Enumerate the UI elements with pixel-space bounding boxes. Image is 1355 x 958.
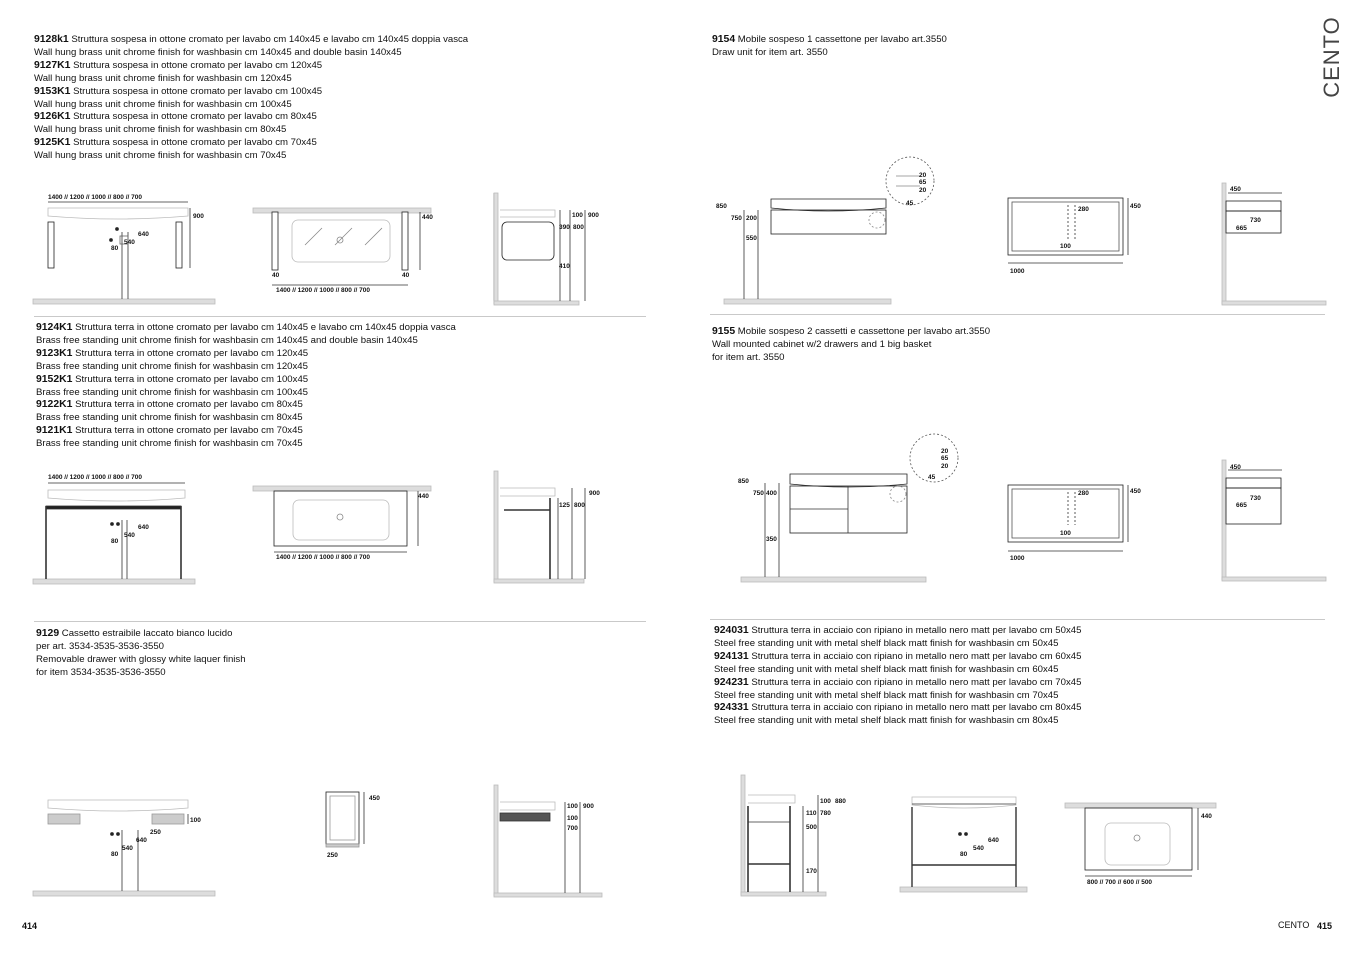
dim-170: 170 xyxy=(806,868,817,875)
dim-280: 280 xyxy=(1078,206,1089,213)
product-code: 9121K1 xyxy=(36,425,73,437)
dimension-labels xyxy=(48,172,1261,886)
product-desc: Removable drawer with glossy white laquer finish xyxy=(36,653,246,665)
product-code: 9124K1 xyxy=(36,322,73,333)
dim-widths: 1400 // 1200 // 1000 // 800 // 700 xyxy=(48,474,142,481)
product-desc-en: Brass free standing unit chrome finish for washbasin cm 70x45 xyxy=(36,438,303,450)
dim-400: 400 xyxy=(766,490,777,497)
product-code: 9152K1 xyxy=(36,373,73,385)
drawing-9124-front xyxy=(33,483,195,584)
dim-450: 450 xyxy=(369,795,380,802)
product-desc-it: Struttura sospesa in ottone cromato per lavabo cm 120x45 xyxy=(73,59,323,71)
product-code: 9128k1 xyxy=(34,34,69,45)
dim-100: 100 xyxy=(1060,530,1071,537)
dim-900: 900 xyxy=(588,212,599,219)
dim-640: 640 xyxy=(988,837,999,844)
product-desc-en: Wall hung brass unit chrome finish for washbasin cm 80x45 xyxy=(34,124,287,136)
dim-540: 540 xyxy=(973,845,984,852)
dim-250: 250 xyxy=(327,852,338,859)
product-desc: Cassetto estraibile laccato bianco lucido xyxy=(61,628,233,639)
product-desc-en: Brass free standing unit chrome finish for washbasin cm 100x45 xyxy=(36,386,308,398)
dim-665: 665 xyxy=(1236,225,1247,232)
dim-80: 80 xyxy=(111,538,119,545)
dim-900: 900 xyxy=(583,803,594,810)
dim-100: 100 xyxy=(572,212,583,219)
product-desc-en: Brass free standing unit chrome finish for washbasin cm 80x45 xyxy=(36,412,303,424)
product-code: 9127K1 xyxy=(34,59,71,71)
dim-65: 65 xyxy=(941,455,949,462)
dim-100: 100 xyxy=(567,803,578,810)
drawing-9154-front xyxy=(724,157,934,304)
product-desc-en: Steel free standing unit with metal shelf black matt finish for washbasin cm 50x45 xyxy=(714,637,1059,649)
dim-125: 125 xyxy=(559,502,570,509)
product-desc: Wall mounted cabinet w/2 drawers and 1 big basket xyxy=(712,338,932,350)
dim-450: 450 xyxy=(1130,203,1141,210)
dim-80: 80 xyxy=(111,245,119,252)
product-desc-en: Steel free standing unit with metal shelf black matt finish for washbasin cm 80x45 xyxy=(714,715,1059,727)
dim-widths: 1400 // 1200 // 1000 // 800 // 700 xyxy=(276,554,370,561)
product-desc: for item 3534-3535-3536-3550 xyxy=(36,666,166,678)
product-desc-it: Struttura sospesa in ottone cromato per lavabo cm 100x45 xyxy=(73,85,323,97)
product-desc-it: Struttura terra in ottone cromato per lavabo cm 100x45 xyxy=(75,373,309,385)
product-desc-it: Struttura terra in acciaio con ripiano in metallo nero matt per lavabo cm 80x45 xyxy=(751,702,1082,714)
drawing-9155-front xyxy=(741,434,958,582)
dim-40: 40 xyxy=(402,272,410,279)
dim-640: 640 xyxy=(136,837,147,844)
product-desc-it: Struttura terra in acciaio con ripiano in metallo nero matt per lavabo cm 70x45 xyxy=(751,676,1082,688)
dim-640: 640 xyxy=(138,231,149,238)
dim-450: 450 xyxy=(1130,488,1141,495)
product-desc-it: Struttura sospesa in ottone cromato per lavabo cm 70x45 xyxy=(73,137,317,149)
product-desc-it: Struttura sospesa in ottone cromato per lavabo cm 80x45 xyxy=(73,111,317,123)
dim-730: 730 xyxy=(1250,495,1261,502)
dim-550: 550 xyxy=(746,235,757,242)
product-desc-en: Wall hung brass unit chrome finish for washbasin cm 120x45 xyxy=(34,72,292,84)
dim-20: 20 xyxy=(941,448,949,455)
drawing-9129-side xyxy=(494,785,602,897)
dim-750: 750 xyxy=(731,215,742,222)
product-desc-en: Brass free standing unit chrome finish for washbasin cm 120x45 xyxy=(36,360,308,372)
dim-440: 440 xyxy=(418,493,429,500)
dim-410: 410 xyxy=(559,263,570,270)
dim-750: 750 xyxy=(753,490,764,497)
product-desc: Mobile sospeso 2 cassetti e cassettone per lavabo art.3550 xyxy=(737,326,991,337)
dim-100: 100 xyxy=(820,798,831,805)
product-desc-en: Wall hung brass unit chrome finish for washbasin cm 140x45 and double basin 140x45 xyxy=(34,46,402,58)
dim-540: 540 xyxy=(124,239,135,246)
dim-780: 780 xyxy=(820,810,831,817)
product-desc-en: Wall hung brass unit chrome finish for washbasin cm 70x45 xyxy=(34,150,287,162)
drawing-924031-front xyxy=(900,797,1027,892)
drawing-924031-plan xyxy=(1065,803,1216,876)
dim-45: 45 xyxy=(906,200,914,207)
dim-900: 900 xyxy=(589,490,600,497)
drawing-9155-plan xyxy=(1008,485,1128,551)
dim-110: 110 xyxy=(806,810,817,817)
product-desc: Draw unit for item art. 3550 xyxy=(712,46,828,58)
dim-1000: 1000 xyxy=(1010,268,1025,275)
dim-20: 20 xyxy=(919,187,927,194)
product-desc: for item art. 3550 xyxy=(712,351,785,363)
product-code: 9122K1 xyxy=(36,399,73,411)
dim-100: 100 xyxy=(190,817,201,824)
product-desc-en: Wall hung brass unit chrome finish for washbasin cm 100x45 xyxy=(34,98,292,110)
product-code: 924231 xyxy=(714,676,749,688)
product-code: 924331 xyxy=(714,702,749,714)
dim-850: 850 xyxy=(738,478,749,485)
dim-280: 280 xyxy=(1078,490,1089,497)
dim-540: 540 xyxy=(122,845,133,852)
dim-1000: 1000 xyxy=(1010,555,1025,562)
dim-730: 730 xyxy=(1250,217,1261,224)
drawing-9128-side xyxy=(494,193,585,305)
dim-80: 80 xyxy=(960,851,968,858)
dim-100: 100 xyxy=(567,815,578,822)
drawing-9129-drawer xyxy=(326,792,364,847)
brand-vertical-text: CENTO xyxy=(1319,16,1344,98)
dim-440: 440 xyxy=(1201,813,1212,820)
footer-brand: CENTO xyxy=(1278,920,1310,930)
product-code: 924031 xyxy=(714,625,749,636)
product-desc-en: Brass free standing unit chrome finish for washbasin cm 140x45 and double basin 140x45 xyxy=(36,334,418,346)
product-code: 9153K1 xyxy=(34,85,71,97)
dim-500: 500 xyxy=(806,824,817,831)
dim-widths: 1400 // 1200 // 1000 // 800 // 700 xyxy=(48,194,142,201)
dim-900: 900 xyxy=(193,213,204,220)
dim-45: 45 xyxy=(928,474,936,481)
dim-540: 540 xyxy=(124,532,135,539)
drawing-9124-plan xyxy=(253,486,431,552)
drawing-924031-side xyxy=(741,775,826,896)
product-desc-en: Steel free standing unit with metal shelf black matt finish for washbasin cm 70x45 xyxy=(714,689,1059,701)
dim-450: 450 xyxy=(1230,464,1241,471)
dim-100: 100 xyxy=(1060,243,1071,250)
dim-850: 850 xyxy=(716,203,727,210)
dim-65: 65 xyxy=(919,179,927,186)
product-desc-it: Struttura terra in ottone cromato per lavabo cm 80x45 xyxy=(75,399,303,411)
dim-widths-small: 800 // 700 // 600 // 500 xyxy=(1087,879,1153,886)
dim-800: 800 xyxy=(574,502,585,509)
dim-390: 390 xyxy=(559,224,570,231)
dim-350: 350 xyxy=(766,536,777,543)
dim-20: 20 xyxy=(919,172,927,179)
drawing-9124-side xyxy=(494,471,585,583)
product-code: 9129 xyxy=(36,628,60,639)
dim-200: 200 xyxy=(746,215,757,222)
page-number-left: 414 xyxy=(22,921,38,931)
product-code: 9123K1 xyxy=(36,347,73,359)
drawing-9128-front xyxy=(33,202,215,304)
product-desc-it: Struttura terra in acciaio con ripiano in metallo nero matt per lavabo cm 50x45 xyxy=(751,625,1082,636)
dim-250: 250 xyxy=(150,829,161,836)
dim-800: 800 xyxy=(573,224,584,231)
product-code: 9155 xyxy=(712,326,736,337)
drawing-9154-plan xyxy=(1008,198,1128,263)
dim-20: 20 xyxy=(941,463,949,470)
product-desc-it: Struttura terra in ottone cromato per lavabo cm 120x45 xyxy=(75,347,309,359)
product-code: 924131 xyxy=(714,650,749,662)
dim-80: 80 xyxy=(111,851,119,858)
dim-40: 40 xyxy=(272,272,280,279)
dim-880: 880 xyxy=(835,798,846,805)
product-desc-it: Struttura terra in ottone cromato per lavabo cm 70x45 xyxy=(75,425,303,437)
product-desc-en: Steel free standing unit with metal shelf black matt finish for washbasin cm 60x45 xyxy=(714,663,1059,675)
product-code: 9125K1 xyxy=(34,137,71,149)
product-desc-it: Struttura terra in acciaio con ripiano in metallo nero matt per lavabo cm 60x45 xyxy=(751,650,1082,662)
product-desc-it: Struttura sospesa in ottone cromato per lavabo cm 140x45 e lavabo cm 140x45 doppia vasca xyxy=(71,34,469,45)
page-number-right: 415 xyxy=(1317,921,1333,931)
product-desc-it: Struttura terra in ottone cromato per lavabo cm 140x45 e lavabo cm 140x45 doppia vasca xyxy=(75,322,456,333)
product-desc: per art. 3534-3535-3536-3550 xyxy=(36,640,165,652)
dim-450: 450 xyxy=(1230,186,1241,193)
product-desc: Mobile sospeso 1 cassettone per lavabo art.3550 xyxy=(737,34,947,45)
dim-440: 440 xyxy=(422,214,433,221)
drawing-9154-side xyxy=(1222,183,1326,305)
dim-665: 665 xyxy=(1236,502,1247,509)
drawing-9155-side xyxy=(1222,460,1326,581)
product-code: 9154 xyxy=(712,34,736,45)
dim-640: 640 xyxy=(138,524,149,531)
product-code: 9126K1 xyxy=(34,111,71,123)
dim-widths: 1400 // 1200 // 1000 // 800 // 700 xyxy=(276,287,370,294)
dim-700: 700 xyxy=(567,825,578,832)
